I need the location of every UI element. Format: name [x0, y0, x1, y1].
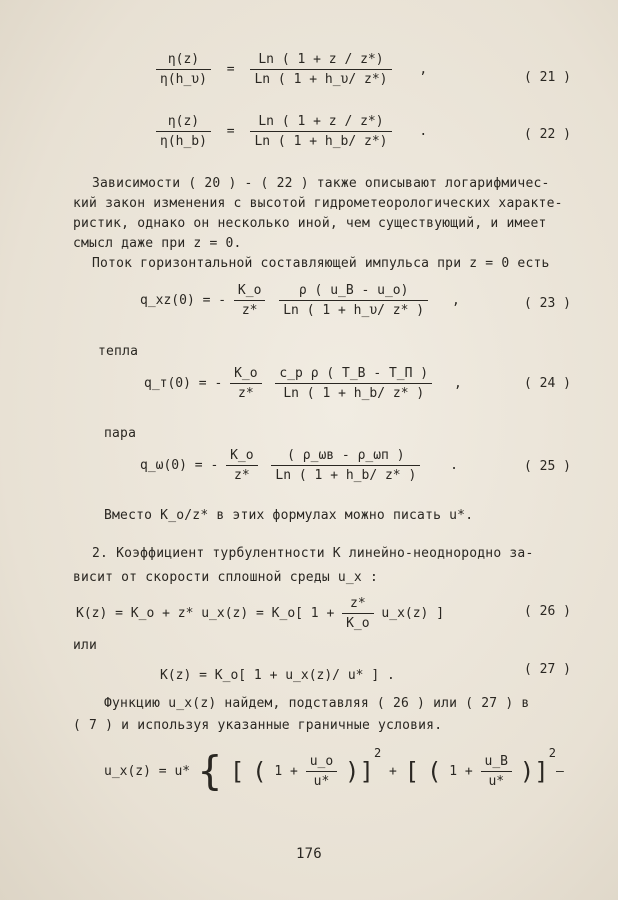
eq25-k-denominator: z* [234, 468, 250, 483]
eq22-equals: = [226, 124, 235, 139]
eq24-rhs-fraction [275, 366, 432, 401]
eq25-tail: . [450, 458, 458, 473]
para1-line-4: смысл даже при z = 0. [73, 236, 242, 251]
eq28-paren-2: ( [426, 757, 442, 786]
eq26-rhs: u_x(z) ] [381, 606, 445, 621]
equation-28 [104, 746, 564, 795]
eq22-tail: . [419, 124, 428, 139]
label-or: или [73, 638, 98, 653]
eq23-lhs: q_xz(0) = - [140, 293, 234, 308]
eq28-bracket-2-close: ] [534, 757, 549, 786]
eq25-k-numerator: K_o [226, 448, 257, 466]
eq28-bracket-1-close: ] [359, 757, 374, 786]
eq21-equals: = [226, 62, 235, 77]
para1-line-3: ристик, однако он несколько иной, чем существующий, и имеет [73, 216, 547, 231]
para1-line-1: Зависимости ( 20 ) - ( 22 ) также описывают логарифмичес- [92, 176, 550, 191]
eq28-term1-numerator: u_o [306, 754, 337, 772]
eq25-rhs-denominator: Ln ( 1 + h_b/ z* ) [275, 468, 417, 483]
label-vapor: пара [104, 426, 137, 441]
eq28-plus: + [389, 764, 397, 779]
eq28-term1-prefix: 1 + [274, 764, 306, 779]
eq23-rhs-fraction [279, 283, 428, 318]
eq28-paren-2-close: ) [519, 757, 535, 786]
equation-27: K(z) = K_o[ 1 + u_x(z)/ u* ] . [160, 668, 395, 683]
eq28-term1-denominator: u* [313, 774, 330, 789]
eq24-number: ( 24 ) [524, 376, 571, 391]
eq26-number: ( 26 ) [524, 604, 571, 619]
eq26-lhs: K(z) = K_o + z* u_x(z) = K_o[ 1 + [76, 606, 343, 621]
eq23-k-fraction [234, 283, 265, 318]
equation-24 [144, 366, 462, 401]
eq24-rhs-numerator: c_p ρ ( T_B - T_П ) [275, 366, 432, 384]
eq28-term2-numerator: u_B [481, 754, 512, 772]
eq24-k-fraction [230, 366, 261, 401]
eq23-k-denominator: z* [241, 303, 258, 318]
eq21-lhs-fraction [156, 52, 211, 87]
eq23-tail: , [451, 293, 460, 308]
eq23-number: ( 23 ) [524, 296, 571, 311]
eq22-rhs-fraction [250, 114, 391, 149]
para5-line-2: ( 7 ) и используя указанные граничные условия. [73, 718, 443, 733]
eq26-denominator: K_o [346, 616, 370, 631]
eq24-k-numerator: K_o [230, 366, 261, 384]
eq28-brace-open: { [197, 748, 223, 795]
eq28-term1-fraction [306, 754, 337, 789]
eq25-rhs-numerator: ( ρ_ωв - ρ_ωп ) [271, 448, 420, 466]
para2: Поток горизонтальной составляющей импульса при z = 0 есть [92, 256, 550, 271]
eq28-exp-1: 2 [373, 746, 382, 760]
eq25-number: ( 25 ) [524, 459, 571, 474]
equation-25 [140, 448, 458, 483]
eq28-term2-fraction [481, 754, 512, 789]
eq24-rhs-denominator: Ln ( 1 + h_b/ z* ) [283, 386, 425, 401]
eq22-lhs-denominator: η(h_b) [160, 134, 207, 149]
equation-21 [156, 52, 427, 87]
eq22-rhs-denominator: Ln ( 1 + h_b/ z*) [254, 134, 388, 149]
eq26-numerator: z* [342, 596, 373, 614]
eq28-paren-1: ( [252, 757, 267, 786]
eq28-bracket-2: [ [404, 757, 420, 786]
eq28-term2-prefix: 1 + [449, 764, 481, 779]
equation-22 [156, 114, 427, 149]
eq28-bracket-1: [ [229, 757, 245, 786]
para4-line-2: висит от скорости сплошной среды u_x : [73, 570, 379, 585]
para5-line-1: Функцию u_x(z) найдем, подставляя ( 26 ) или ( 27 ) в [104, 696, 530, 711]
para1-line-2: кий закон изменения с высотой гидрометеорологических характе- [73, 196, 563, 211]
eq23-k-numerator: K_o [234, 283, 265, 301]
eq25-lhs: q_ω(0) = - [140, 458, 227, 473]
eq21-number: ( 21 ) [524, 70, 571, 85]
eq28-term2-denominator: u* [488, 774, 505, 789]
label-heat: тепла [98, 344, 139, 359]
eq21-rhs-denominator: Ln ( 1 + h_υ/ z*) [254, 72, 388, 87]
eq28-lhs: u_x(z) = u* [104, 764, 191, 779]
eq25-rhs-fraction [271, 448, 420, 483]
eq27-number: ( 27 ) [524, 662, 571, 677]
eq22-number: ( 22 ) [524, 127, 571, 142]
eq24-tail: , [453, 376, 462, 391]
eq22-lhs-numerator: η(z) [156, 114, 211, 132]
eq28-tail: – [555, 764, 564, 779]
eq23-rhs-denominator: Ln ( 1 + h_υ/ z* ) [283, 303, 425, 318]
eq21-lhs-numerator: η(z) [156, 52, 211, 70]
para3: Вместо K_o/z* в этих формулах можно писать u*. [104, 508, 474, 523]
para4-line-1: 2. Коэффициент турбулентности K линейно-неоднородно за- [92, 546, 534, 561]
eq24-lhs: q_т(0) = - [144, 376, 231, 391]
eq21-rhs-numerator: Ln ( 1 + z / z*) [250, 52, 391, 70]
eq28-paren-1-close: ) [345, 757, 360, 786]
equation-26 [76, 596, 444, 631]
eq28-exp-2: 2 [548, 746, 556, 760]
eq21-rhs-fraction [250, 52, 391, 87]
eq24-k-denominator: z* [238, 386, 254, 401]
eq25-k-fraction [226, 448, 257, 483]
eq21-tail: , [419, 62, 428, 77]
eq23-rhs-numerator: ρ ( u_B - u_o) [279, 283, 428, 301]
eq22-rhs-numerator: Ln ( 1 + z / z*) [250, 114, 391, 132]
page-number: 176 [296, 846, 322, 862]
equation-23 [140, 283, 460, 318]
eq21-lhs-denominator: η(h_υ) [160, 72, 207, 87]
eq22-lhs-fraction [156, 114, 211, 149]
eq26-fraction [342, 596, 373, 631]
